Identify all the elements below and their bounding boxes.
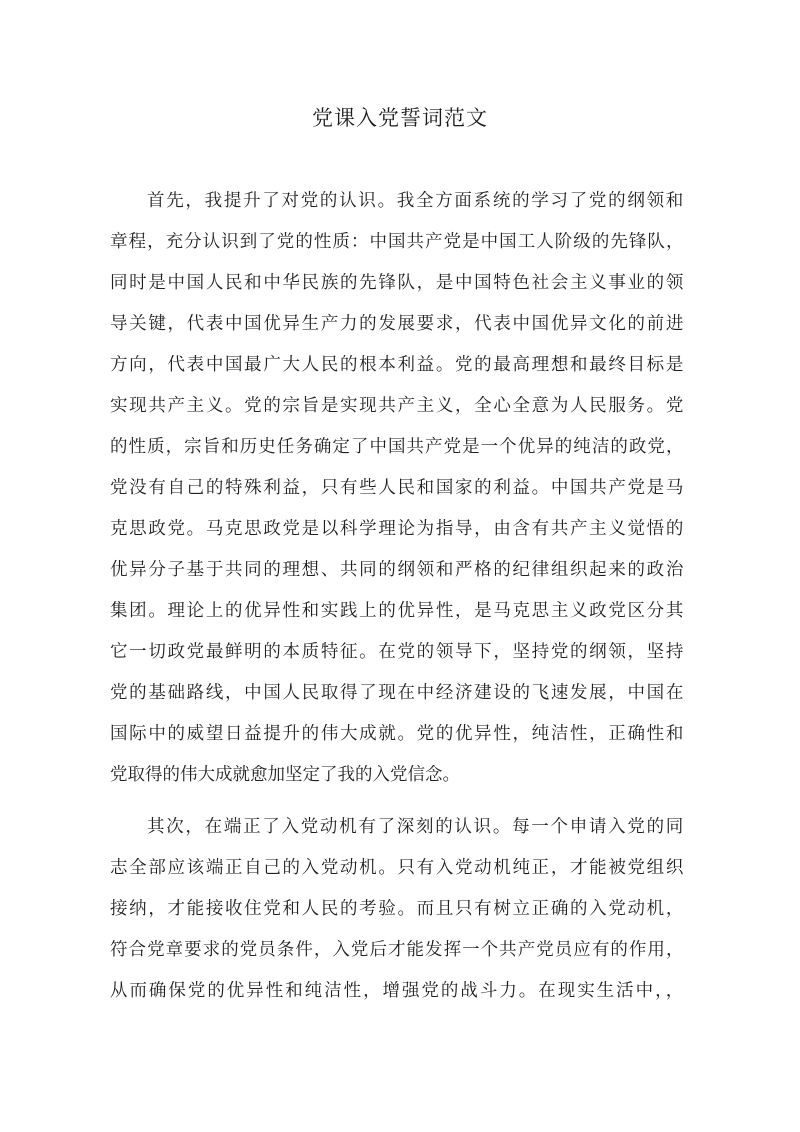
paragraph-line: 志全部应该端正自己的入党动机。只有入党动机纯正，才能被党组织 xyxy=(110,858,685,878)
paragraph-line: 符合党章要求的党员条件，入党后才能发挥一个共产党员应有的作用， xyxy=(110,940,685,960)
paragraph-line: 章程，充分认识到了党的性质：中国共产党是中国工人阶级的先锋队， xyxy=(110,232,685,252)
paragraph-line: 集团。理论上的优异性和实践上的优异性，是马克思主义政党区分其 xyxy=(110,601,685,621)
paragraph-line: 首先，我提升了对党的认识。我全方面系统的学习了党的纲领和 xyxy=(147,191,685,211)
paragraph-line: 实现共产主义。党的宗旨是实现共产主义，全心全意为人民服务。党 xyxy=(110,396,685,416)
paragraph-line: 方向，代表中国最广大人民的根本利益。党的最高理想和最终目标是 xyxy=(110,355,685,375)
document-title: 党课入党誓词范文 xyxy=(312,106,488,130)
paragraph-line: 同时是中国人民和中华民族的先锋队，是中国特色社会主义事业的领 xyxy=(110,273,685,293)
paragraph-line: 优异分子基于共同的理想、共同的纲领和严格的纪律组织起来的政治 xyxy=(110,560,685,580)
paragraph-line: 导关键，代表中国优异生产力的发展要求，代表中国优异文化的前进 xyxy=(110,314,685,334)
paragraph-line: 它一切政党最鲜明的本质特征。在党的领导下，坚持党的纲领，坚持 xyxy=(110,642,685,662)
paragraph-line: 党的基础路线，中国人民取得了现在中经济建设的飞速发展，中国在 xyxy=(110,683,685,703)
paragraph-line: 其次，在端正了入党动机有了深刻的认识。每一个申请入党的同 xyxy=(147,817,685,837)
paragraph-line: 接纳，才能接收住党和人民的考验。而且只有树立正确的入党动机， xyxy=(110,899,685,919)
paragraph-line: 的性质，宗旨和历史任务确定了中国共产党是一个优异的纯洁的政党， xyxy=(110,437,685,457)
paragraph-line: 从而确保党的优异性和纯洁性，增强党的战斗力。在现实生活中，， xyxy=(110,981,686,1001)
paragraph-line: 国际中的威望日益提升的伟大成就。党的优异性，纯洁性，正确性和 xyxy=(110,724,685,744)
paragraph-line: 克思政党。马克思政党是以科学理论为指导，由含有共产主义觉悟的 xyxy=(110,519,685,539)
paragraph-line: 党取得的伟大成就愈加坚定了我的入党信念。 xyxy=(110,765,460,785)
paragraph-line: 党没有自己的特殊利益，只有些人民和国家的利益。中国共产党是马 xyxy=(110,478,685,498)
